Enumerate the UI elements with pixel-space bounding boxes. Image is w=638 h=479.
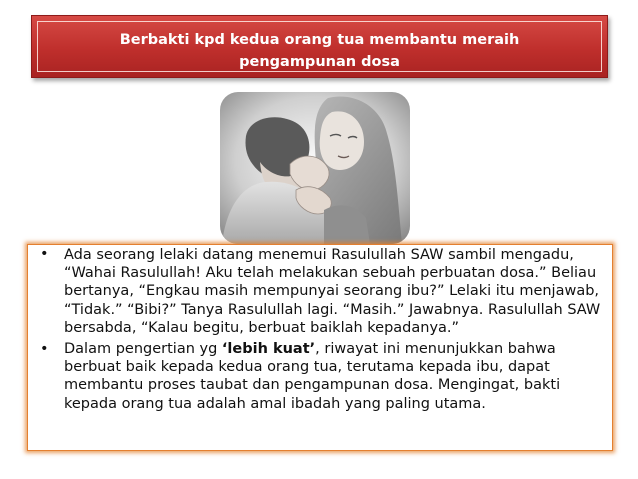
bullet-text-after: , riwayat ini menunjukkan bahwa berbuat baik kepada kedua orang tua, terutama kepada ibu, dapat membantu proses taubat dan pengampunan dosa. Mengingat, bakti kepada orang tua adalah amal ibadah yang paling utama. [64, 341, 561, 412]
illustration-drawing [220, 92, 410, 244]
bullet-item [28, 245, 612, 337]
slide-title-line1: Berbakti kpd kedua orang tua membantu meraih [119, 32, 520, 48]
bullet-list [28, 245, 612, 413]
mother-son-illustration [220, 92, 410, 244]
bullet-text-before: Dalam pengertian yg [64, 341, 222, 358]
slide-title-line2: pengampunan dosa [239, 54, 400, 70]
bullet-emphasis: ‘lebih kuat’ [221, 341, 316, 358]
content-box [27, 244, 613, 451]
bullet-text: Ada seorang lelaki datang menemui Rasulullah SAW sambil mengadu, “Wahai Rasulullah! Aku telah melakukan sebuah perbuatan dosa.” Beliau bertanya, “Engkau masih mempunyai seorang ibu?” Lelaki itu menjawab, “Tidak.” “Bibi?” Tanya Rasulullah lagi. “Masih.” Jawabnya. Rasulullah SAW bersabda, “Kalau begitu, berbuat baiklah kepadanya.” [64, 247, 601, 336]
bullet-marker: • [40, 341, 49, 358]
slide-title [32, 29, 607, 73]
slide-title-box [31, 15, 608, 78]
bullet-marker: • [40, 246, 49, 262]
bullet-item [28, 340, 612, 413]
